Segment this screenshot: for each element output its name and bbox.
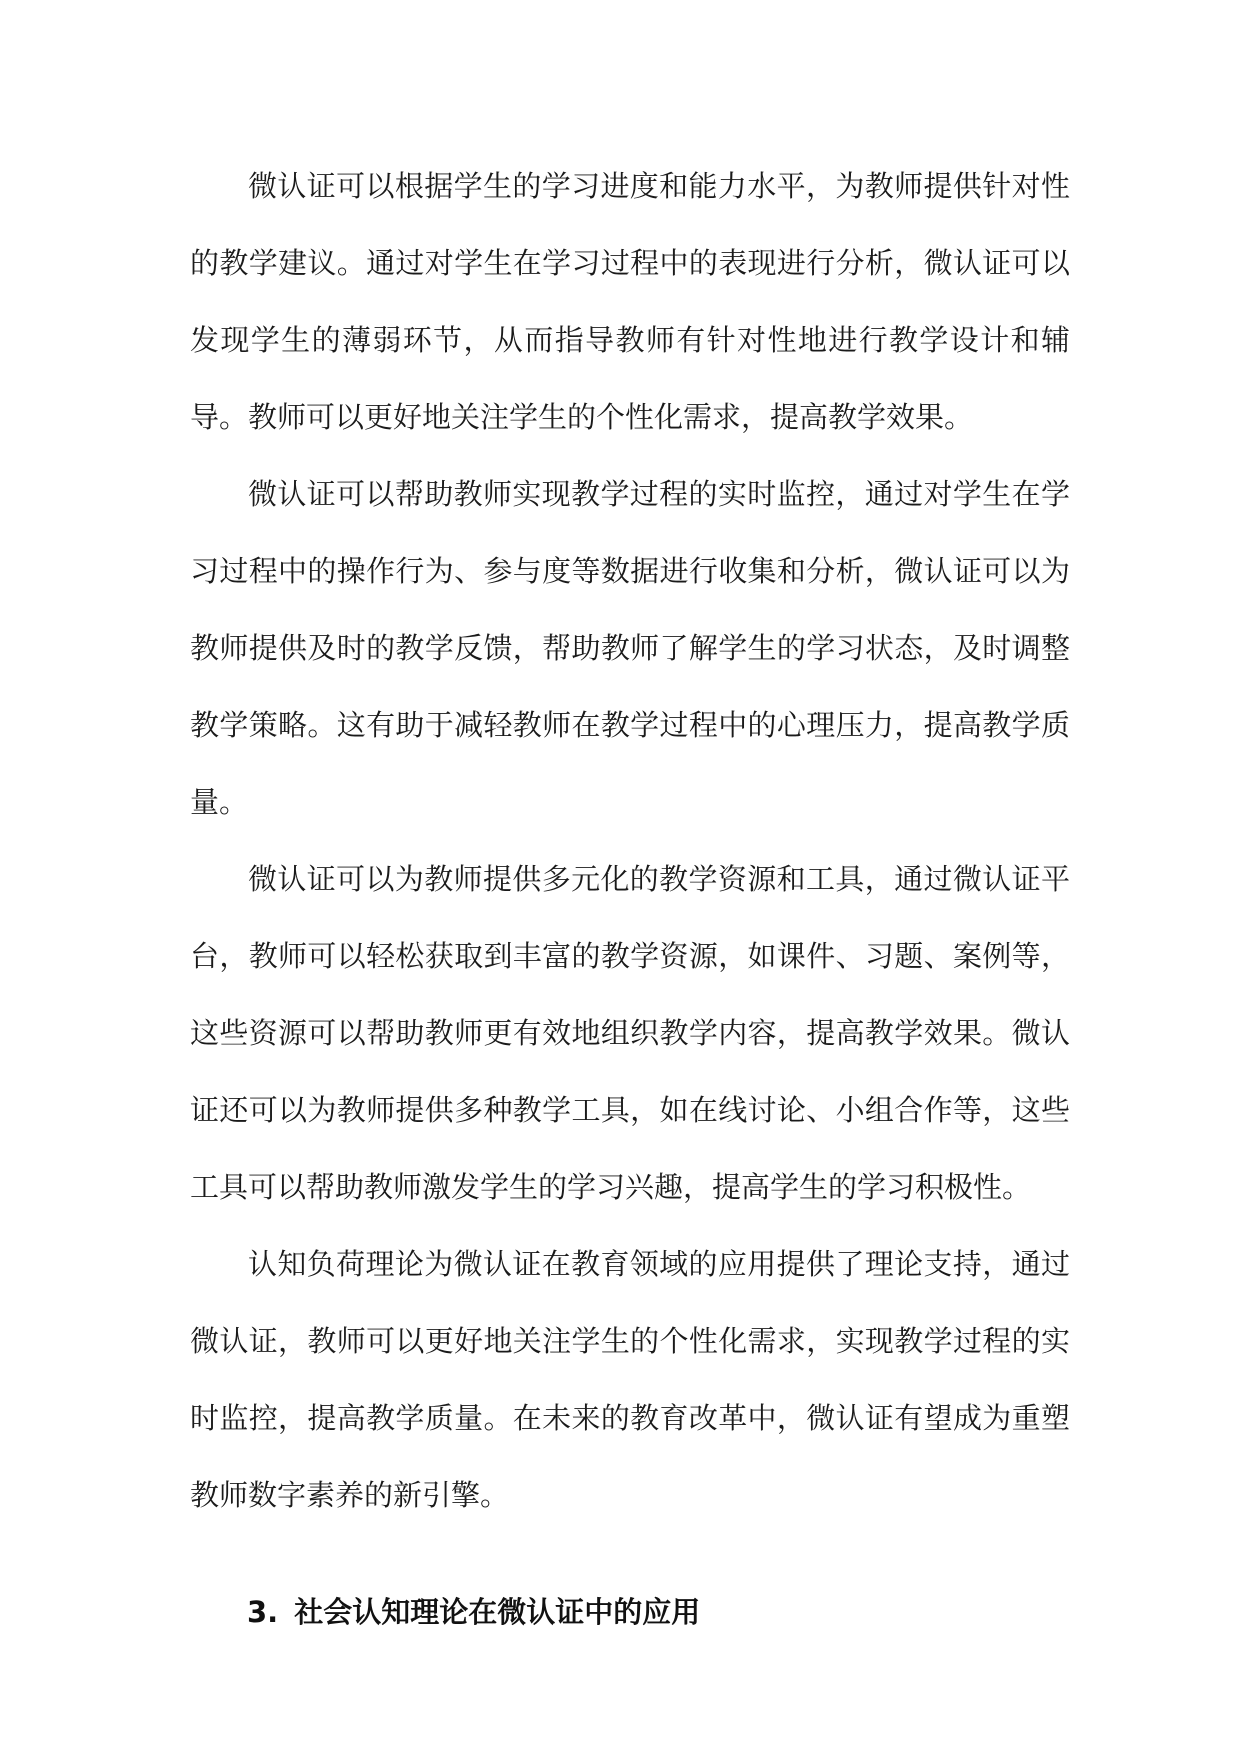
section-number: 3.: [247, 1595, 279, 1629]
paragraph-3: 微认证可以为教师提供多元化的教学资源和工具，通过微认证平台，教师可以轻松获取到丰富的教学资源，如课件、习题、案例等，这些资源可以帮助教师更有效地组织教学内容，提高教学效果。微认证还可以为教师提供多种教学工具，如在线讨论、小组合作等，这些工具可以帮助教师激发学生的学习兴趣，提高学生的学习积极性。: [190, 862, 1070, 1204]
paragraph-2: 微认证可以帮助教师实现教学过程的实时监控，通过对学生在学习过程中的操作行为、参与度等数据进行收集和分析，微认证可以为教师提供及时的教学反馈，帮助教师了解学生的学习状态，及时调整教学策略。这有助于减轻教师在教学过程中的心理压力，提高教学质量。: [190, 477, 1070, 819]
section-heading: [190, 1574, 1070, 1651]
document-body: [190, 148, 1070, 1651]
section-title: 社会认知理论在微认证中的应用: [294, 1595, 701, 1629]
paragraph-4: 认知负荷理论为微认证在教育领域的应用提供了理论支持，通过微认证，教师可以更好地关注学生的个性化需求，实现教学过程的实时监控，提高教学质量。在未来的教育改革中，微认证有望成为重塑教师数字素养的新引擎。: [190, 1247, 1070, 1512]
paragraph-1: 微认证可以根据学生的学习进度和能力水平，为教师提供针对性的教学建议。通过对学生在学习过程中的表现进行分析，微认证可以发现学生的薄弱环节，从而指导教师有针对性地进行教学设计和辅导。教师可以更好地关注学生的个性化需求，提高教学效果。: [190, 169, 1070, 434]
